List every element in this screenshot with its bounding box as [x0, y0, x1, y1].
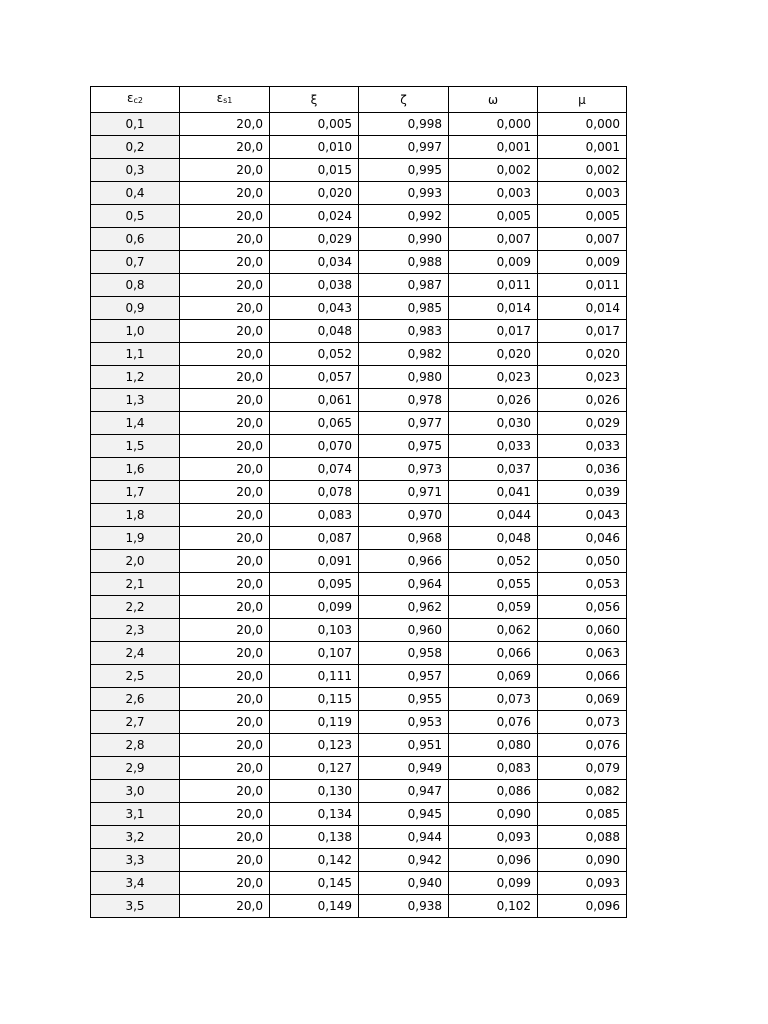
cell-eps-c2[interactable]: 3,0: [91, 780, 180, 803]
cell-mu[interactable]: 0,069: [538, 688, 627, 711]
cell-eps-s1[interactable]: 20,0: [180, 297, 270, 320]
table-row: [91, 366, 627, 389]
cell-mu[interactable]: 0,060: [538, 619, 627, 642]
cell-mu[interactable]: 0,082: [538, 780, 627, 803]
cell-xi[interactable]: 0,038: [270, 274, 359, 297]
cell-omega[interactable]: 0,052: [449, 550, 538, 573]
cell-eps-s1[interactable]: 20,0: [180, 435, 270, 458]
cell-xi[interactable]: 0,029: [270, 228, 359, 251]
cell-zeta[interactable]: 0,988: [359, 251, 449, 274]
cell-omega[interactable]: 0,000: [449, 113, 538, 136]
cell-eps-c2[interactable]: 0,9: [91, 297, 180, 320]
coefficient-table: [90, 86, 627, 918]
cell-eps-c2[interactable]: 0,6: [91, 228, 180, 251]
cell-eps-s1[interactable]: 20,0: [180, 849, 270, 872]
header-cell-xi[interactable]: ξ: [270, 87, 359, 113]
cell-eps-c2[interactable]: 1,0: [91, 320, 180, 343]
cell-eps-c2[interactable]: 1,4: [91, 412, 180, 435]
cell-xi[interactable]: 0,005: [270, 113, 359, 136]
cell-eps-c2[interactable]: 0,8: [91, 274, 180, 297]
cell-xi[interactable]: 0,048: [270, 320, 359, 343]
cell-mu[interactable]: 0,002: [538, 159, 627, 182]
cell-omega[interactable]: 0,062: [449, 619, 538, 642]
cell-eps-c2[interactable]: 0,7: [91, 251, 180, 274]
cell-eps-c2[interactable]: 0,5: [91, 205, 180, 228]
table-row: [91, 711, 627, 734]
cell-omega[interactable]: 0,009: [449, 251, 538, 274]
table-row: [91, 182, 627, 205]
cell-zeta[interactable]: 0,947: [359, 780, 449, 803]
cell-omega[interactable]: 0,001: [449, 136, 538, 159]
cell-zeta[interactable]: 0,993: [359, 182, 449, 205]
cell-eps-s1[interactable]: 20,0: [180, 320, 270, 343]
cell-eps-c2[interactable]: 2,0: [91, 550, 180, 573]
cell-mu[interactable]: 0,088: [538, 826, 627, 849]
table-row: [91, 274, 627, 297]
cell-zeta[interactable]: 0,998: [359, 113, 449, 136]
cell-xi[interactable]: 0,130: [270, 780, 359, 803]
table-row: [91, 757, 627, 780]
table-row: [91, 412, 627, 435]
table-row: [91, 734, 627, 757]
cell-zeta[interactable]: 0,962: [359, 596, 449, 619]
cell-zeta[interactable]: 0,942: [359, 849, 449, 872]
cell-mu[interactable]: 0,096: [538, 895, 627, 918]
cell-eps-s1[interactable]: 20,0: [180, 550, 270, 573]
cell-eps-c2[interactable]: 1,5: [91, 435, 180, 458]
cell-mu[interactable]: 0,003: [538, 182, 627, 205]
cell-eps-s1[interactable]: 20,0: [180, 136, 270, 159]
cell-mu[interactable]: 0,056: [538, 596, 627, 619]
cell-mu[interactable]: 0,026: [538, 389, 627, 412]
cell-eps-s1[interactable]: 20,0: [180, 895, 270, 918]
cell-eps-s1[interactable]: 20,0: [180, 389, 270, 412]
cell-eps-c2[interactable]: 1,2: [91, 366, 180, 389]
cell-zeta[interactable]: 0,977: [359, 412, 449, 435]
table-row: [91, 343, 627, 366]
cell-zeta[interactable]: 0,958: [359, 642, 449, 665]
cell-eps-c2[interactable]: 2,7: [91, 711, 180, 734]
cell-eps-s1[interactable]: 20,0: [180, 343, 270, 366]
cell-omega[interactable]: 0,023: [449, 366, 538, 389]
cell-zeta[interactable]: 0,985: [359, 297, 449, 320]
cell-eps-c2[interactable]: 3,3: [91, 849, 180, 872]
cell-xi[interactable]: 0,057: [270, 366, 359, 389]
cell-xi[interactable]: 0,138: [270, 826, 359, 849]
cell-mu[interactable]: 0,050: [538, 550, 627, 573]
cell-omega[interactable]: 0,017: [449, 320, 538, 343]
cell-zeta[interactable]: 0,966: [359, 550, 449, 573]
cell-omega[interactable]: 0,086: [449, 780, 538, 803]
cell-zeta[interactable]: 0,982: [359, 343, 449, 366]
cell-eps-c2[interactable]: 2,9: [91, 757, 180, 780]
cell-mu[interactable]: 0,046: [538, 527, 627, 550]
cell-mu[interactable]: 0,066: [538, 665, 627, 688]
cell-mu[interactable]: 0,014: [538, 297, 627, 320]
cell-xi[interactable]: 0,034: [270, 251, 359, 274]
cell-zeta[interactable]: 0,951: [359, 734, 449, 757]
cell-xi[interactable]: 0,099: [270, 596, 359, 619]
cell-mu[interactable]: 0,007: [538, 228, 627, 251]
cell-xi[interactable]: 0,123: [270, 734, 359, 757]
table-row: [91, 849, 627, 872]
cell-zeta[interactable]: 0,990: [359, 228, 449, 251]
cell-mu[interactable]: 0,005: [538, 205, 627, 228]
cell-omega[interactable]: 0,002: [449, 159, 538, 182]
cell-xi[interactable]: 0,095: [270, 573, 359, 596]
cell-zeta[interactable]: 0,960: [359, 619, 449, 642]
cell-omega[interactable]: 0,073: [449, 688, 538, 711]
cell-mu[interactable]: 0,063: [538, 642, 627, 665]
cell-xi[interactable]: 0,052: [270, 343, 359, 366]
cell-omega[interactable]: 0,020: [449, 343, 538, 366]
table-row: [91, 136, 627, 159]
cell-eps-c2[interactable]: 1,7: [91, 481, 180, 504]
cell-omega[interactable]: 0,007: [449, 228, 538, 251]
cell-xi[interactable]: 0,127: [270, 757, 359, 780]
cell-eps-c2[interactable]: 1,8: [91, 504, 180, 527]
cell-mu[interactable]: 0,076: [538, 734, 627, 757]
table-row: [91, 826, 627, 849]
cell-eps-s1[interactable]: 20,0: [180, 159, 270, 182]
cell-zeta[interactable]: 0,975: [359, 435, 449, 458]
cell-xi[interactable]: 0,043: [270, 297, 359, 320]
cell-omega[interactable]: 0,003: [449, 182, 538, 205]
cell-zeta[interactable]: 0,949: [359, 757, 449, 780]
cell-xi[interactable]: 0,142: [270, 849, 359, 872]
table-row: [91, 895, 627, 918]
table-row: [91, 642, 627, 665]
cell-omega[interactable]: 0,011: [449, 274, 538, 297]
header-row: [91, 87, 627, 113]
cell-omega[interactable]: 0,044: [449, 504, 538, 527]
cell-omega[interactable]: 0,030: [449, 412, 538, 435]
cell-eps-s1[interactable]: 20,0: [180, 274, 270, 297]
table-row: [91, 550, 627, 573]
cell-omega[interactable]: 0,102: [449, 895, 538, 918]
table-row: [91, 527, 627, 550]
cell-eps-s1[interactable]: 20,0: [180, 826, 270, 849]
header-cell-eps-s1[interactable]: εs1: [180, 87, 270, 113]
table-row: [91, 297, 627, 320]
cell-mu[interactable]: 0,020: [538, 343, 627, 366]
cell-xi[interactable]: 0,103: [270, 619, 359, 642]
cell-eps-s1[interactable]: 20,0: [180, 734, 270, 757]
cell-mu[interactable]: 0,085: [538, 803, 627, 826]
cell-eps-s1[interactable]: 20,0: [180, 780, 270, 803]
table-row: [91, 573, 627, 596]
cell-mu[interactable]: 0,017: [538, 320, 627, 343]
cell-xi[interactable]: 0,010: [270, 136, 359, 159]
cell-eps-s1[interactable]: 20,0: [180, 366, 270, 389]
cell-eps-s1[interactable]: 20,0: [180, 872, 270, 895]
table-row: [91, 228, 627, 251]
cell-omega[interactable]: 0,041: [449, 481, 538, 504]
cell-zeta[interactable]: 0,980: [359, 366, 449, 389]
header-cell-eps-c2[interactable]: εc2: [91, 87, 180, 113]
spreadsheet-page: [90, 86, 627, 918]
cell-omega[interactable]: 0,080: [449, 734, 538, 757]
cell-eps-s1[interactable]: 20,0: [180, 205, 270, 228]
cell-omega[interactable]: 0,076: [449, 711, 538, 734]
table-row: [91, 320, 627, 343]
header-cell-zeta[interactable]: ζ: [359, 87, 449, 113]
cell-eps-s1[interactable]: 20,0: [180, 757, 270, 780]
cell-omega[interactable]: 0,005: [449, 205, 538, 228]
table-body: [91, 113, 627, 918]
cell-eps-s1[interactable]: 20,0: [180, 228, 270, 251]
cell-mu[interactable]: 0,033: [538, 435, 627, 458]
cell-eps-s1[interactable]: 20,0: [180, 481, 270, 504]
cell-eps-c2[interactable]: 3,4: [91, 872, 180, 895]
cell-eps-c2[interactable]: 3,1: [91, 803, 180, 826]
cell-omega[interactable]: 0,048: [449, 527, 538, 550]
cell-mu[interactable]: 0,039: [538, 481, 627, 504]
cell-zeta[interactable]: 0,992: [359, 205, 449, 228]
table-row: [91, 688, 627, 711]
table-row: [91, 205, 627, 228]
table-row: [91, 435, 627, 458]
table-row: [91, 251, 627, 274]
cell-mu[interactable]: 0,093: [538, 872, 627, 895]
cell-zeta[interactable]: 0,978: [359, 389, 449, 412]
table-row: [91, 389, 627, 412]
table-row: [91, 159, 627, 182]
cell-omega[interactable]: 0,033: [449, 435, 538, 458]
cell-omega[interactable]: 0,093: [449, 826, 538, 849]
cell-xi[interactable]: 0,145: [270, 872, 359, 895]
cell-eps-c2[interactable]: 2,6: [91, 688, 180, 711]
cell-mu[interactable]: 0,073: [538, 711, 627, 734]
cell-xi[interactable]: 0,078: [270, 481, 359, 504]
table-row: [91, 113, 627, 136]
cell-eps-c2[interactable]: 1,1: [91, 343, 180, 366]
cell-omega[interactable]: 0,096: [449, 849, 538, 872]
cell-zeta[interactable]: 0,945: [359, 803, 449, 826]
cell-mu[interactable]: 0,001: [538, 136, 627, 159]
cell-eps-c2[interactable]: 2,8: [91, 734, 180, 757]
cell-eps-s1[interactable]: 20,0: [180, 458, 270, 481]
header-cell-omega[interactable]: ω: [449, 87, 538, 113]
cell-mu[interactable]: 0,053: [538, 573, 627, 596]
cell-omega[interactable]: 0,026: [449, 389, 538, 412]
cell-eps-s1[interactable]: 20,0: [180, 527, 270, 550]
cell-zeta[interactable]: 0,997: [359, 136, 449, 159]
cell-mu[interactable]: 0,009: [538, 251, 627, 274]
table-row: [91, 481, 627, 504]
cell-xi[interactable]: 0,020: [270, 182, 359, 205]
cell-eps-s1[interactable]: 20,0: [180, 113, 270, 136]
cell-eps-s1[interactable]: 20,0: [180, 642, 270, 665]
cell-xi[interactable]: 0,065: [270, 412, 359, 435]
cell-xi[interactable]: 0,134: [270, 803, 359, 826]
cell-eps-c2[interactable]: 2,2: [91, 596, 180, 619]
cell-eps-s1[interactable]: 20,0: [180, 182, 270, 205]
cell-zeta[interactable]: 0,970: [359, 504, 449, 527]
cell-mu[interactable]: 0,011: [538, 274, 627, 297]
cell-mu[interactable]: 0,023: [538, 366, 627, 389]
cell-xi[interactable]: 0,074: [270, 458, 359, 481]
cell-omega[interactable]: 0,099: [449, 872, 538, 895]
cell-eps-s1[interactable]: 20,0: [180, 412, 270, 435]
cell-eps-c2[interactable]: 1,3: [91, 389, 180, 412]
cell-eps-s1[interactable]: 20,0: [180, 596, 270, 619]
cell-eps-s1[interactable]: 20,0: [180, 619, 270, 642]
cell-mu[interactable]: 0,043: [538, 504, 627, 527]
cell-xi[interactable]: 0,083: [270, 504, 359, 527]
cell-xi[interactable]: 0,111: [270, 665, 359, 688]
cell-eps-s1[interactable]: 20,0: [180, 711, 270, 734]
table-row: [91, 665, 627, 688]
cell-eps-c2[interactable]: 0,2: [91, 136, 180, 159]
cell-mu[interactable]: 0,079: [538, 757, 627, 780]
cell-omega[interactable]: 0,090: [449, 803, 538, 826]
cell-omega[interactable]: 0,059: [449, 596, 538, 619]
cell-xi[interactable]: 0,091: [270, 550, 359, 573]
cell-eps-c2[interactable]: 1,9: [91, 527, 180, 550]
cell-zeta[interactable]: 0,973: [359, 458, 449, 481]
table-row: [91, 872, 627, 895]
cell-eps-s1[interactable]: 20,0: [180, 803, 270, 826]
cell-omega[interactable]: 0,055: [449, 573, 538, 596]
cell-zeta[interactable]: 0,938: [359, 895, 449, 918]
table-row: [91, 504, 627, 527]
cell-zeta[interactable]: 0,971: [359, 481, 449, 504]
cell-eps-s1[interactable]: 20,0: [180, 573, 270, 596]
cell-xi[interactable]: 0,119: [270, 711, 359, 734]
table-row: [91, 619, 627, 642]
cell-zeta[interactable]: 0,940: [359, 872, 449, 895]
cell-eps-c2[interactable]: 2,3: [91, 619, 180, 642]
cell-mu[interactable]: 0,036: [538, 458, 627, 481]
cell-mu[interactable]: 0,000: [538, 113, 627, 136]
cell-xi[interactable]: 0,024: [270, 205, 359, 228]
cell-xi[interactable]: 0,070: [270, 435, 359, 458]
cell-xi[interactable]: 0,107: [270, 642, 359, 665]
header-cell-mu[interactable]: μ: [538, 87, 627, 113]
cell-omega[interactable]: 0,069: [449, 665, 538, 688]
cell-omega[interactable]: 0,083: [449, 757, 538, 780]
table-row: [91, 596, 627, 619]
cell-mu[interactable]: 0,090: [538, 849, 627, 872]
cell-eps-s1[interactable]: 20,0: [180, 251, 270, 274]
cell-xi[interactable]: 0,061: [270, 389, 359, 412]
cell-eps-c2[interactable]: 3,5: [91, 895, 180, 918]
cell-eps-c2[interactable]: 0,1: [91, 113, 180, 136]
cell-zeta[interactable]: 0,983: [359, 320, 449, 343]
cell-zeta[interactable]: 0,964: [359, 573, 449, 596]
table-row: [91, 780, 627, 803]
cell-zeta[interactable]: 0,995: [359, 159, 449, 182]
cell-eps-c2[interactable]: 0,4: [91, 182, 180, 205]
cell-eps-s1[interactable]: 20,0: [180, 665, 270, 688]
cell-zeta[interactable]: 0,955: [359, 688, 449, 711]
cell-zeta[interactable]: 0,968: [359, 527, 449, 550]
cell-eps-c2[interactable]: 2,5: [91, 665, 180, 688]
cell-xi[interactable]: 0,015: [270, 159, 359, 182]
cell-omega[interactable]: 0,066: [449, 642, 538, 665]
cell-eps-s1[interactable]: 20,0: [180, 504, 270, 527]
cell-eps-c2[interactable]: 1,6: [91, 458, 180, 481]
cell-eps-c2[interactable]: 0,3: [91, 159, 180, 182]
cell-eps-c2[interactable]: 2,4: [91, 642, 180, 665]
cell-xi[interactable]: 0,087: [270, 527, 359, 550]
cell-zeta[interactable]: 0,953: [359, 711, 449, 734]
cell-mu[interactable]: 0,029: [538, 412, 627, 435]
cell-eps-s1[interactable]: 20,0: [180, 688, 270, 711]
cell-eps-c2[interactable]: 2,1: [91, 573, 180, 596]
cell-zeta[interactable]: 0,987: [359, 274, 449, 297]
cell-xi[interactable]: 0,149: [270, 895, 359, 918]
cell-omega[interactable]: 0,014: [449, 297, 538, 320]
cell-omega[interactable]: 0,037: [449, 458, 538, 481]
cell-zeta[interactable]: 0,957: [359, 665, 449, 688]
table-row: [91, 458, 627, 481]
cell-zeta[interactable]: 0,944: [359, 826, 449, 849]
table-row: [91, 803, 627, 826]
cell-eps-c2[interactable]: 3,2: [91, 826, 180, 849]
cell-xi[interactable]: 0,115: [270, 688, 359, 711]
